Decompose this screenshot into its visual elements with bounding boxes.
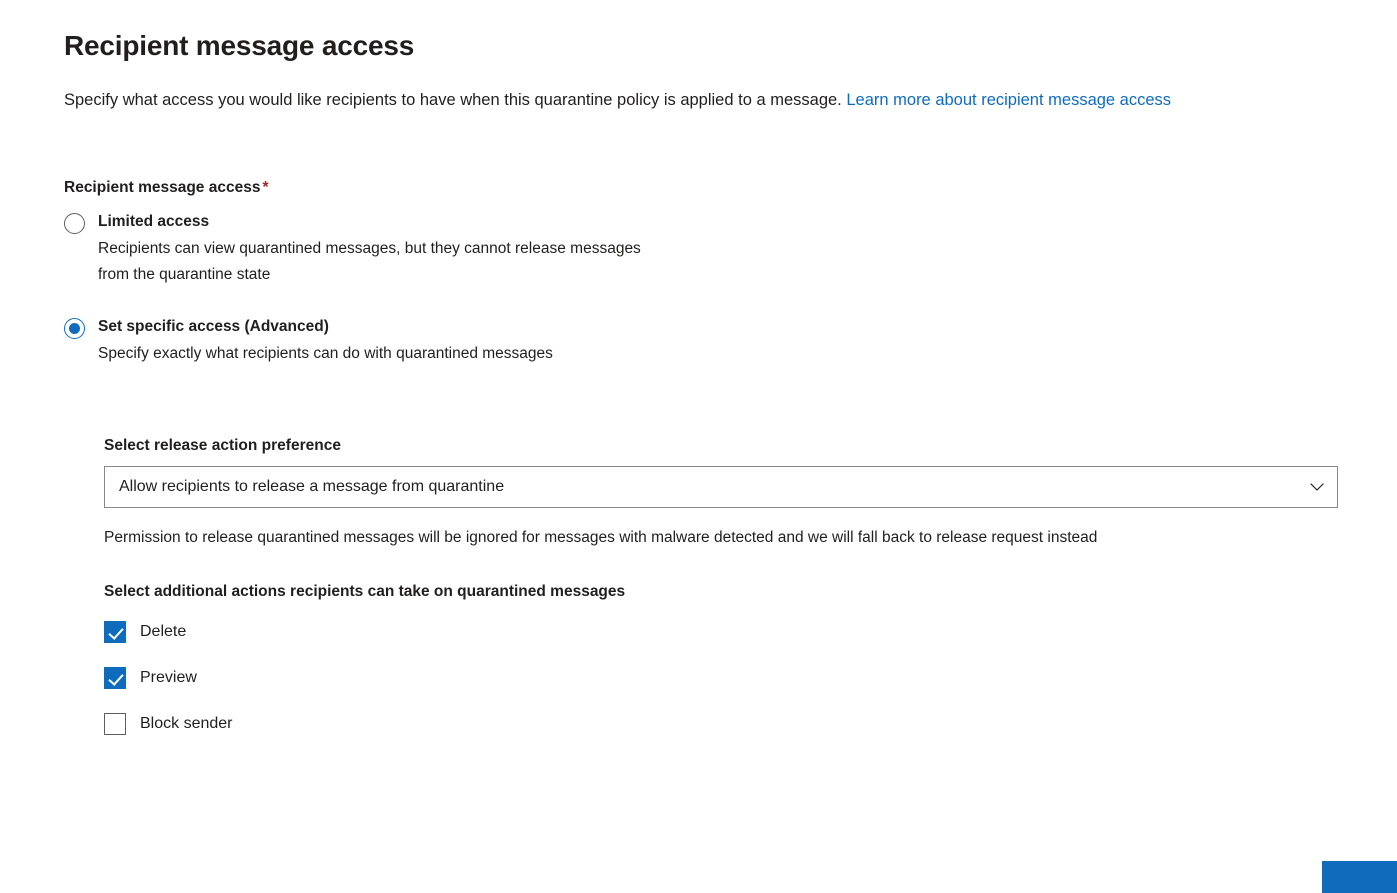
- radio-button-limited-access[interactable]: [64, 213, 85, 234]
- checkbox-delete[interactable]: [104, 621, 126, 643]
- checkbox-preview[interactable]: [104, 667, 126, 689]
- checkbox-label-delete: Delete: [140, 623, 187, 640]
- learn-more-link[interactable]: Learn more about recipient message access: [846, 91, 1172, 109]
- radio-option-limited-access-title: Limited access: [98, 213, 210, 230]
- primary-action-button[interactable]: [1322, 861, 1397, 893]
- page-description: [64, 86, 1335, 115]
- checkbox-block-sender[interactable]: [104, 713, 126, 735]
- radio-option-limited-access[interactable]: [64, 211, 1335, 288]
- specific-access-options: [104, 437, 1335, 743]
- checkbox-label-preview: Preview: [140, 669, 197, 686]
- radio-option-limited-access-text: [98, 211, 641, 288]
- checkbox-row-delete[interactable]: [104, 613, 1335, 651]
- checkbox-label-block-sender: Block sender: [140, 715, 233, 732]
- radio-option-set-specific-access-title: Set specific access (Advanced): [98, 318, 329, 335]
- additional-actions-checkbox-list: [104, 613, 1335, 743]
- radio-option-set-specific-access-text: [98, 316, 553, 367]
- release-preference-label: Select release action preference: [104, 437, 341, 454]
- radio-option-limited-access-desc-line1: Recipients can view quarantined messages, but they cannot release messages: [98, 240, 641, 257]
- chevron-down-icon: [1309, 479, 1325, 495]
- radio-option-set-specific-access[interactable]: [64, 316, 1335, 367]
- page-description-text: Specify what access you would like recipients to have when this quarantine policy is applied to a message.: [64, 91, 847, 109]
- radio-option-limited-access-desc-line2: from the quarantine state: [98, 266, 271, 283]
- field-label-text: Recipient message access: [64, 179, 261, 196]
- release-preference-dropdown[interactable]: [104, 466, 1338, 508]
- additional-actions-label: Select additional actions recipients can take on quarantined messages: [104, 583, 626, 600]
- recipient-message-access-radio-group: [64, 211, 1335, 367]
- page-title: Recipient message access: [64, 30, 415, 61]
- release-preference-selected-value: Allow recipients to release a message from quarantine: [119, 478, 505, 495]
- radio-option-set-specific-access-desc: Specify exactly what recipients can do with quarantined messages: [98, 345, 553, 362]
- checkbox-row-block-sender[interactable]: [104, 705, 1335, 743]
- release-preference-help-text: Permission to release quarantined messages will be ignored for messages with malware detected and we will fall back to release request instead: [104, 529, 1098, 546]
- required-asterisk: *: [262, 179, 269, 196]
- radio-button-set-specific-access[interactable]: [64, 318, 85, 339]
- recipient-message-access-label: [64, 179, 1335, 197]
- checkbox-row-preview[interactable]: [104, 659, 1335, 697]
